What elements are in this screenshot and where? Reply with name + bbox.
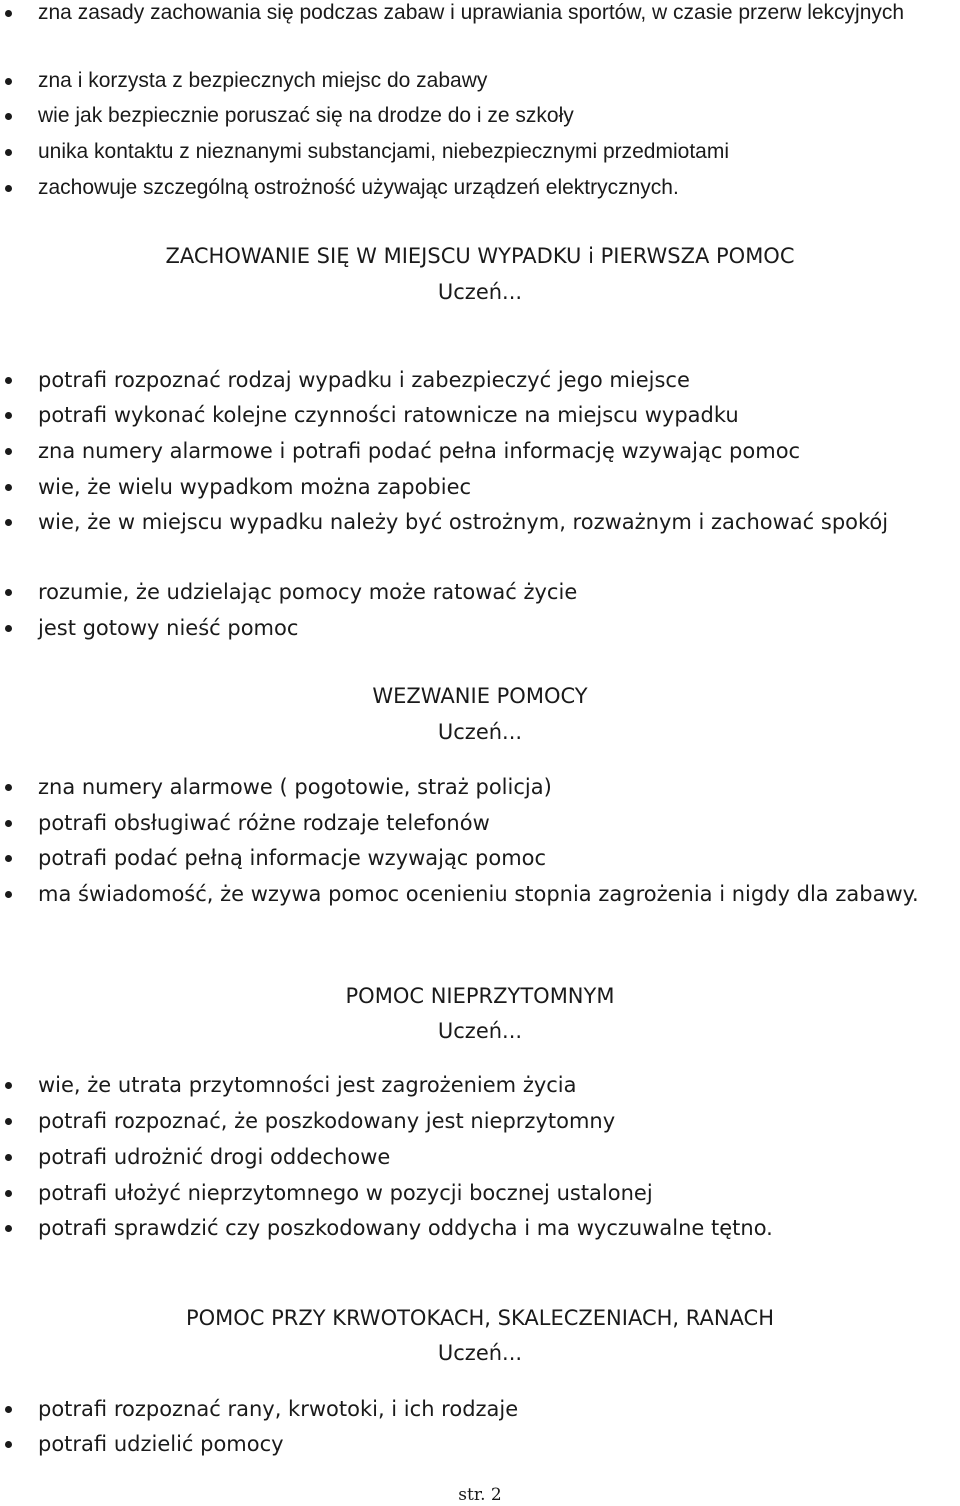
section-heading: POMOC NIEPRZYTOMNYM xyxy=(345,984,615,1008)
section-subheading: Uczeń... xyxy=(437,720,523,744)
list-item: rozumie, że udzielając pomocy może ratować życie xyxy=(38,574,958,610)
list-item: zachowuje szczególną ostrożność używając urządzeń elektrycznych. xyxy=(38,170,958,206)
list-item: potrafi rozpoznać rany, krwotoki, i ich rodzaje xyxy=(38,1391,958,1427)
list-item: ma świadomość, że wzywa pomoc ocenieniu stopnia zagrożenia i nigdy dla zabawy. xyxy=(38,876,958,912)
list-item: wie, że utrata przytomności jest zagrożeniem życia xyxy=(38,1067,958,1103)
list-item: zna zasady zachowania się podczas zabaw i uprawiania sportów, w czasie przerw lekcyjnych xyxy=(38,0,958,31)
list-item: potrafi udzielić pomocy xyxy=(38,1426,958,1462)
list-item: unika kontaktu z nieznanymi substancjami, niebezpiecznymi przedmiotami xyxy=(38,134,958,170)
page-number: str. 2 xyxy=(458,1485,502,1505)
section-subheading: Uczeń... xyxy=(437,1341,523,1365)
list-item: potrafi ułożyć nieprzytomnego w pozycji bocznej ustalonej xyxy=(38,1175,958,1211)
list-item: potrafi rozpoznać, że poszkodowany jest nieprzytomny xyxy=(38,1103,958,1139)
list-item: zna numery alarmowe i potrafi podać pełna informację wzywając pomoc xyxy=(38,433,958,469)
list-item: jest gotowy nieść pomoc xyxy=(38,610,958,646)
section-heading: WEZWANIE POMOCY xyxy=(372,684,588,708)
list-item: zna i korzysta z bezpiecznych miejsc do zabawy xyxy=(38,63,958,99)
section-subheading: Uczeń... xyxy=(437,280,523,304)
list-item: potrafi obsługiwać różne rodzaje telefonów xyxy=(38,805,958,841)
list-item: wie, że w miejscu wypadku należy być ostrożnym, rozważnym i zachować spokój xyxy=(38,504,958,540)
list-item: potrafi rozpoznać rodzaj wypadku i zabezpieczyć jego miejsce xyxy=(38,362,958,398)
list-item: wie, że wielu wypadkom można zapobiec xyxy=(38,469,958,505)
list-item: potrafi wykonać kolejne czynności ratownicze na miejscu wypadku xyxy=(38,397,958,433)
section-subheading: Uczeń... xyxy=(437,1019,523,1043)
list-item: potrafi sprawdzić czy poszkodowany oddycha i ma wyczuwalne tętno. xyxy=(38,1210,958,1246)
list-item: potrafi udrożnić drogi oddechowe xyxy=(38,1139,958,1175)
list-item: zna numery alarmowe ( pogotowie, straż policja) xyxy=(38,769,958,805)
section-heading: POMOC PRZY KRWOTOKACH, SKALECZENIACH, RANACH xyxy=(185,1306,775,1330)
list-item: wie jak bezpiecznie poruszać się na drodze do i ze szkoły xyxy=(38,98,958,134)
list-item: potrafi podać pełną informacje wzywając pomoc xyxy=(38,840,958,876)
section-heading: ZACHOWANIE SIĘ W MIEJSCU WYPADKU i PIERWSZA POMOC xyxy=(165,244,795,268)
